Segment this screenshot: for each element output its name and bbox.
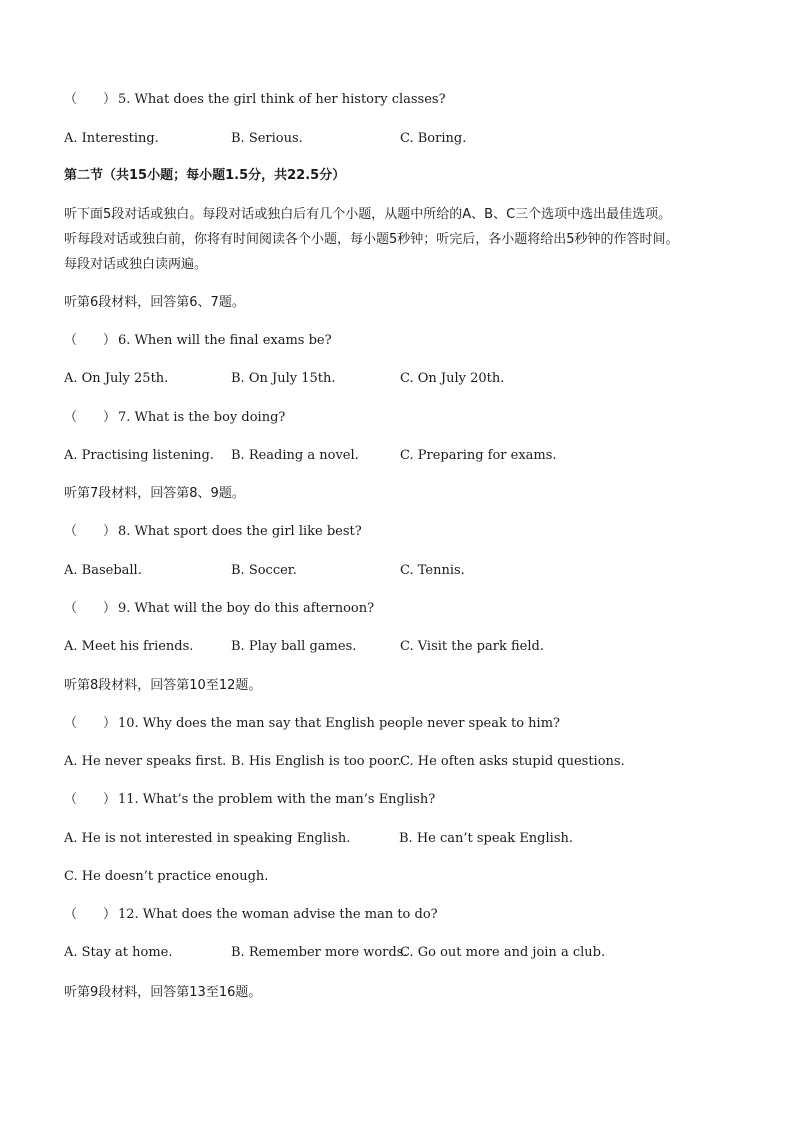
option-c: C. Go out more and join a club.	[400, 945, 606, 960]
answer-blank[interactable]: （ ）	[64, 92, 117, 107]
section-heading: 第二节（共15小题；每小题1.5分，共22.5分）	[64, 168, 346, 183]
question-text: 8. What sport does the girl like best?	[118, 524, 362, 539]
instruction-line: 每段对话或独白读两遍。	[64, 257, 208, 272]
answer-blank[interactable]: （ ）	[64, 410, 117, 425]
option-a: A. Meet his friends.	[64, 639, 194, 654]
option-b: B. Reading a novel.	[231, 448, 359, 463]
question-8	[64, 523, 362, 541]
option-c: C. Preparing for exams.	[400, 448, 557, 463]
option-c: C. Boring.	[400, 131, 467, 146]
option-c: C. He often asks stupid questions.	[400, 754, 625, 769]
option-a: A. Stay at home.	[64, 945, 173, 960]
question-5	[64, 91, 446, 109]
answer-blank[interactable]: （ ）	[64, 333, 117, 348]
option-a: A. He is not interested in speaking English.	[64, 831, 351, 846]
question-6	[64, 332, 332, 350]
option-c: C. Tennis.	[400, 563, 465, 578]
question-9	[64, 600, 374, 618]
option-a: A. Interesting.	[64, 131, 159, 146]
option-a: A. Practising listening.	[64, 448, 214, 463]
question-text: 5. What does the girl think of her history classes?	[118, 92, 446, 107]
question-7	[64, 409, 285, 427]
material-7-prompt: 听第7段材料，回答第8、9题。	[64, 486, 245, 501]
instruction-line: 听每段对话或独白前，你将有时间阅读各个小题，每小题5秒钟；听完后，各小题将给出5秒钟的作答时间。	[64, 232, 679, 247]
question-10	[64, 715, 560, 733]
answer-blank[interactable]: （ ）	[64, 524, 117, 539]
option-a: A. Baseball.	[64, 563, 142, 578]
option-b: B. His English is too poor.	[231, 754, 402, 769]
option-b: B. Serious.	[231, 131, 303, 146]
answer-blank[interactable]: （ ）	[64, 792, 117, 807]
question-11	[64, 791, 435, 809]
material-9-prompt: 听第9段材料，回答第13至16题。	[64, 985, 262, 1000]
option-a: A. He never speaks first.	[64, 754, 227, 769]
material-6-prompt: 听第6段材料，回答第6、7题。	[64, 295, 245, 310]
option-c: C. Visit the park field.	[400, 639, 544, 654]
answer-blank[interactable]: （ ）	[64, 601, 117, 616]
option-c: C. He doesn’t practice enough.	[64, 869, 269, 884]
option-b: B. Remember more words.	[231, 945, 408, 960]
option-b: B. Play ball games.	[231, 639, 357, 654]
option-b: B. Soccer.	[231, 563, 297, 578]
option-b: B. He can’t speak English.	[399, 831, 573, 846]
material-8-prompt: 听第8段材料，回答第10至12题。	[64, 678, 262, 693]
question-text: 9. What will the boy do this afternoon?	[118, 601, 375, 616]
question-text: 6. When will the final exams be?	[118, 333, 332, 348]
question-text: 7. What is the boy doing?	[118, 410, 286, 425]
section-instructions	[64, 202, 754, 277]
instruction-line: 听下面5段对话或独白。每段对话或独白后有几个小题，从题中所给的A、B、C三个选项中选出最佳选项。	[64, 207, 672, 222]
question-text: 12. What does the woman advise the man to do?	[118, 907, 438, 922]
option-a: A. On July 25th.	[64, 371, 169, 386]
option-c: C. On July 20th.	[400, 371, 505, 386]
question-text: 11. What’s the problem with the man’s English?	[118, 792, 436, 807]
answer-blank[interactable]: （ ）	[64, 907, 117, 922]
option-b: B. On July 15th.	[231, 371, 336, 386]
answer-blank[interactable]: （ ）	[64, 716, 117, 731]
question-12	[64, 906, 438, 924]
question-text: 10. Why does the man say that English people never speak to him?	[118, 716, 560, 731]
